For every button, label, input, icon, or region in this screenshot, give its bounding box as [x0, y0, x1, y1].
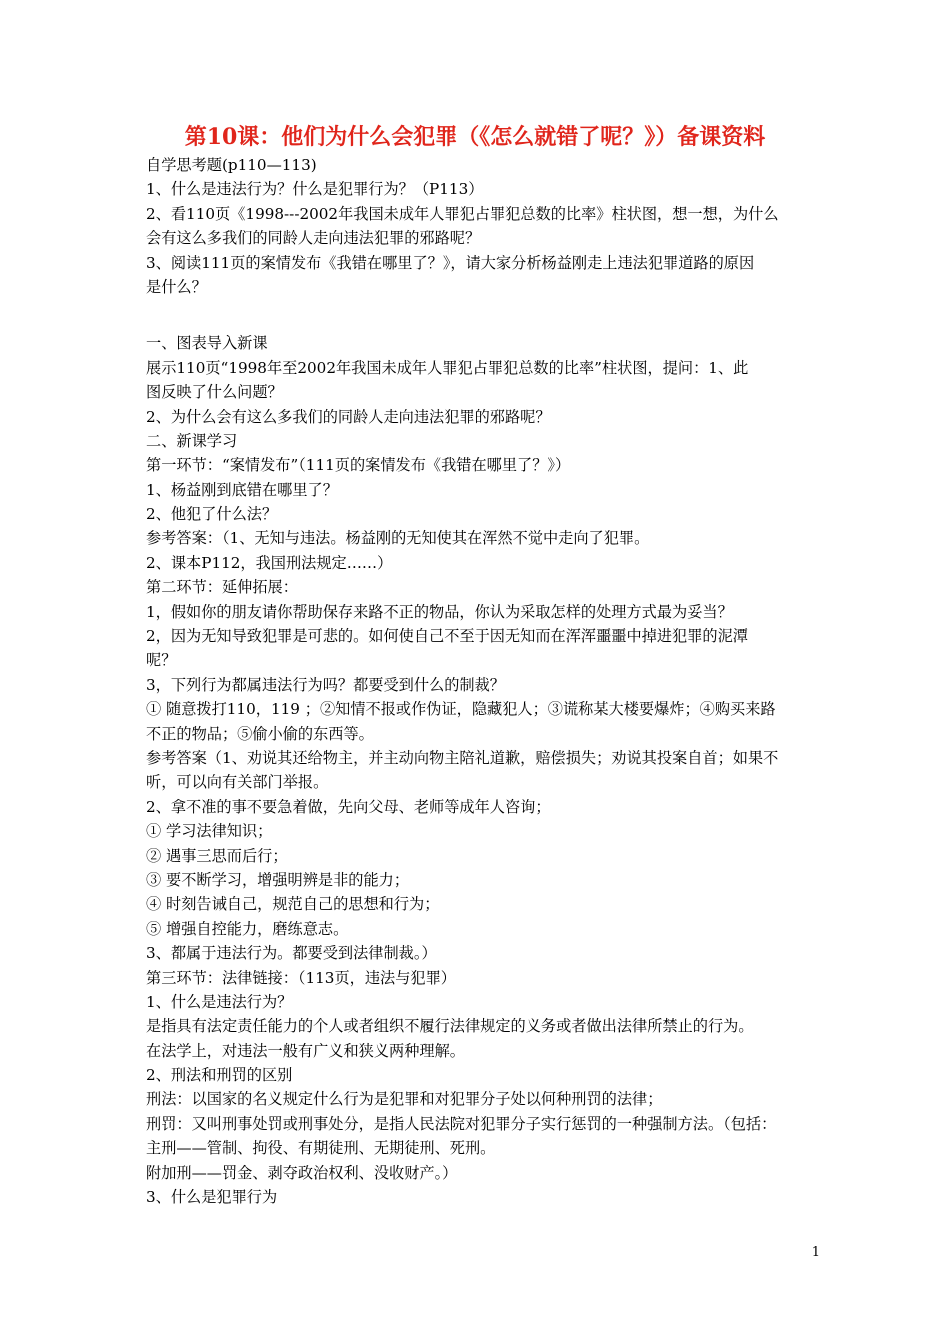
text-line: 第二环节：延伸拓展： — [146, 578, 298, 597]
text-line: ④ 时刻告诫自己，规范自己的思想和行为； — [146, 895, 440, 914]
text-line: 2，因为无知导致犯罪是可悲的。如何使自己不至于因无知而在浑浑噩噩中掉进犯罪的泥潭 — [146, 627, 748, 646]
text-line: 展示110页“1998年至2002年我国未成年人罪犯占罪犯总数的比率”柱状图，提问：1、此 — [146, 358, 749, 377]
text-line: 1、杨益刚到底错在哪里了？ — [146, 480, 338, 499]
text-line: 2、刑法和刑罚的区别 — [146, 1066, 293, 1085]
text-line: ① 随意拨打110，119 ；②知情不报或作伪证，隐藏犯人；③谎称某大楼要爆炸；④购买来路 — [146, 700, 776, 719]
text-line: 1、什么是违法行为？ — [146, 992, 293, 1011]
blank-line — [146, 299, 814, 331]
text-line: 3、阅读111页的案情发布《我错在哪里了？》，请大家分析杨益刚走上违法犯罪道路的原因 — [146, 253, 755, 272]
text-line: 在法学上，对违法一般有广义和狭义两种理解。 — [146, 1041, 465, 1060]
text-line: 第一环节：“案情发布”（111页的案情发布《我错在哪里了？》） — [146, 456, 571, 475]
text-line: 2、看110页《1998---2002年我国未成年人罪犯占罪犯总数的比率》柱状图，想一想，为什么 — [146, 204, 779, 223]
document-body — [146, 153, 814, 1209]
text-line: 是什么？ — [146, 277, 207, 296]
text-line: ② 遇事三思而后行； — [146, 846, 288, 865]
text-line: 听，可以向有关部门举报。 — [146, 773, 329, 792]
text-line: 2、拿不准的事不要急着做，先向父母、老师等成年人咨询； — [146, 797, 551, 816]
text-line: 图反映了什么问题？ — [146, 383, 283, 402]
text-line: 自学思考题(p110—113) — [146, 156, 317, 174]
text-line: 二、新课学习 — [146, 431, 238, 450]
text-line: 第三环节：法律链接：（113页，违法与犯罪） — [146, 968, 456, 987]
text-line: 参考答案：（1、无知与违法。杨益刚的无知使其在浑然不觉中走向了犯罪。 — [146, 529, 650, 548]
text-line: 呢？ — [146, 651, 177, 670]
text-line: ③ 要不断学习，增强明辨是非的能力； — [146, 870, 410, 889]
text-line: ① 学习法律知识； — [146, 822, 273, 841]
text-line: 1，假如你的朋友请你帮助保存来路不正的物品，你认为采取怎样的处理方式最为妥当？ — [146, 602, 733, 621]
text-line: 刑法：以国家的名义规定什么行为是犯罪和对犯罪分子处以何种刑罚的法律； — [146, 1090, 663, 1109]
text-line: 不正的物品；⑤偷小偷的东西等。 — [146, 724, 374, 743]
text-line: 2、为什么会有这么多我们的同龄人走向违法犯罪的邪路呢？ — [146, 407, 551, 426]
text-line: 附加刑——罚金、剥夺政治权利、没收财产。） — [146, 1163, 458, 1182]
text-line: 参考答案（1、劝说其还给物主，并主动向物主陪礼道歉，赔偿损失；劝说其投案自首；如果不 — [146, 748, 779, 767]
text-line: 3、什么是犯罪行为 — [146, 1188, 278, 1207]
text-line: 2、他犯了什么法？ — [146, 505, 278, 524]
text-line: 刑罚：又叫刑事处罚或刑事处分，是指人民法院对犯罪分子实行惩罚的一种强制方法。（包括： — [146, 1114, 777, 1133]
text-line: 1、什么是违法行为？什么是犯罪行为？（P113） — [146, 180, 484, 199]
page-number: 1 — [811, 1245, 820, 1260]
text-line: 是指具有法定责任能力的个人或者组织不履行法律规定的义务或者做出法律所禁止的行为。 — [146, 1017, 754, 1036]
text-line: 会有这么多我们的同龄人走向违法犯罪的邪路呢？ — [146, 229, 481, 248]
text-line: 3，下列行为都属违法行为吗？都要受到什么的制裁？ — [146, 675, 505, 694]
document-title: 第10课：他们为什么会犯罪（《怎么就错了呢？》）备课资料 — [184, 124, 766, 150]
text-line: 2、课本P112，我国刑法规定……） — [146, 553, 393, 572]
text-line: 一、图表导入新课 — [146, 334, 268, 353]
text-line: 3、都属于违法行为。都要受到法律制裁。） — [146, 944, 437, 963]
text-line: 主刑——管制、拘役、有期徒刑、无期徒刑、死刑。 — [146, 1139, 496, 1158]
text-line: ⑤ 增强自控能力，磨练意志。 — [146, 919, 349, 938]
